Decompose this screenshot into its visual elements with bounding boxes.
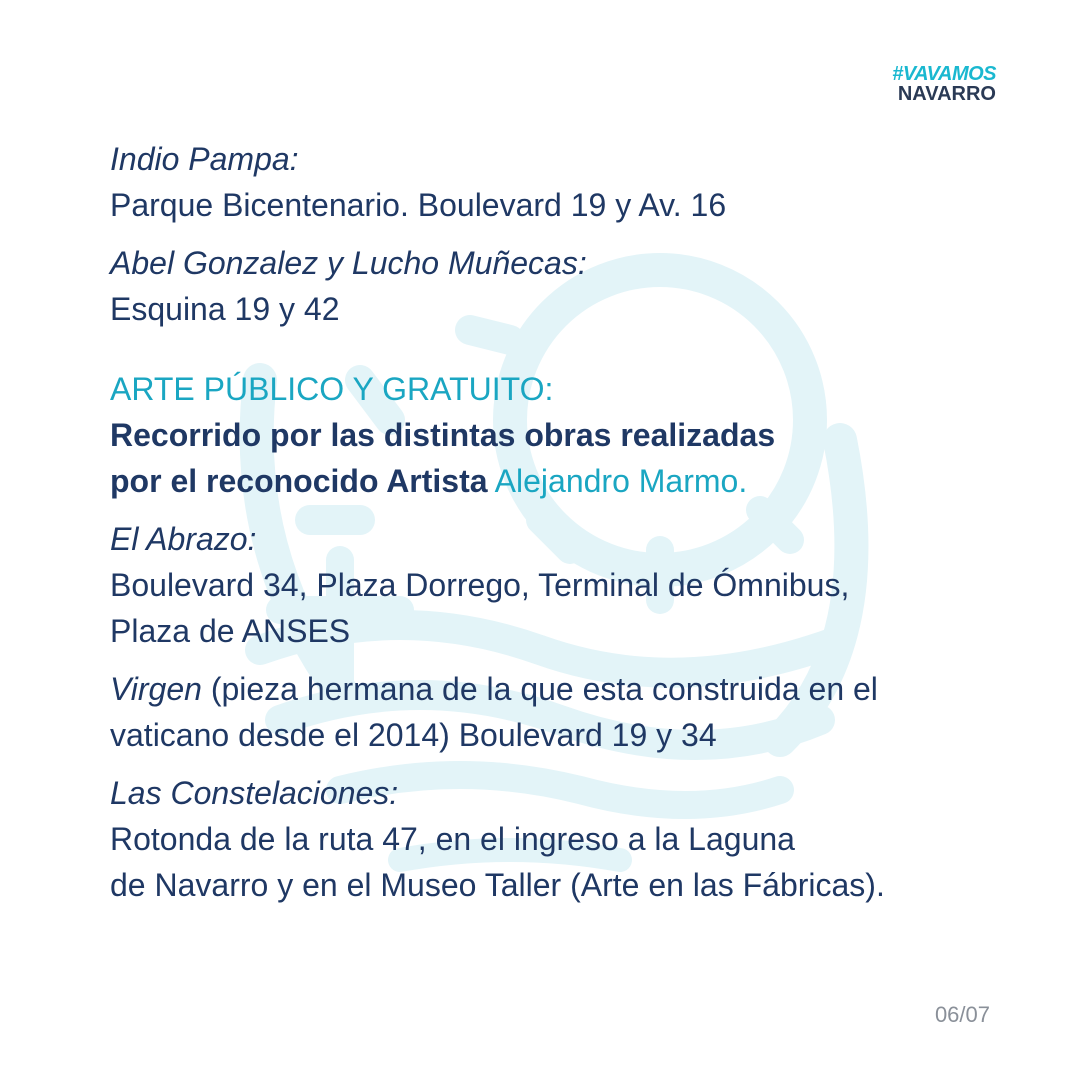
section-text-line: de Navarro y en el Museo Taller (Arte en las Fábricas).	[110, 867, 885, 903]
section-text: Esquina 19 y 42	[110, 291, 340, 327]
section-text-line: Boulevard 34, Plaza Dorrego, Terminal de Ómnibus,	[110, 567, 850, 603]
logo-hashtag: #VAVAMOS	[892, 63, 996, 85]
artist-name: Alejandro Marmo.	[487, 463, 748, 499]
section-text-line: Recorrido por las distintas obras realizadas	[110, 417, 776, 453]
section-text-line: Plaza de ANSES	[110, 613, 351, 649]
section-text-line: Rotonda de la ruta 47, en el ingreso a la Laguna	[110, 821, 795, 857]
section-constelaciones	[110, 770, 990, 908]
vamos-navarro-logo	[856, 64, 996, 104]
section-el-abrazo	[110, 516, 990, 654]
section-title: Indio Pampa:	[110, 141, 299, 177]
section-text: (pieza hermana de la que esta construida en el	[201, 671, 878, 707]
section-virgen	[110, 666, 990, 758]
section-arte-publico	[110, 366, 990, 504]
section-text-line: vaticano desde el 2014) Boulevard 19 y 34	[110, 717, 717, 753]
section-title: Abel Gonzalez y Lucho Muñecas:	[110, 245, 587, 281]
artist-intro: por el reconocido Artista	[110, 463, 488, 499]
section-text-line	[110, 458, 990, 504]
section-heading: ARTE PÚBLICO Y GRATUITO:	[110, 371, 554, 407]
main-content	[110, 136, 990, 908]
section-title: El Abrazo:	[110, 521, 257, 557]
page-number: 06/07	[934, 1002, 990, 1027]
section-title: Las Constelaciones:	[110, 775, 399, 811]
section-indio-pampa	[110, 136, 990, 228]
section-abel-gonzalez	[110, 240, 990, 332]
section-text: Parque Bicentenario. Boulevard 19 y Av. 16	[110, 187, 727, 223]
section-text-line	[110, 666, 990, 712]
section-title: Virgen	[110, 671, 202, 707]
logo-wordmark: NAVARRO	[897, 83, 996, 105]
